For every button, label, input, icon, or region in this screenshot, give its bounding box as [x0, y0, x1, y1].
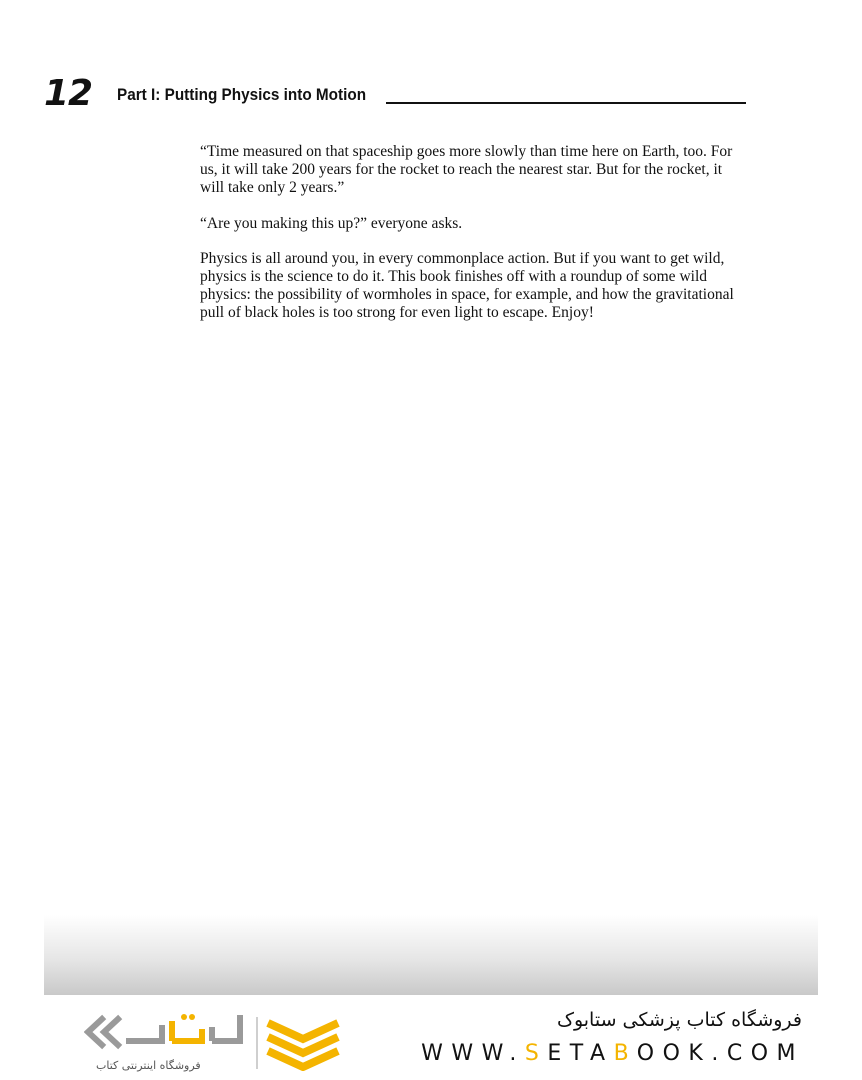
setabook-wordmark-logo — [84, 1011, 244, 1053]
header-rule — [386, 102, 746, 104]
book-chevron-logo-icon — [264, 1017, 342, 1071]
website-part: ETA — [547, 1041, 614, 1066]
store-name: فروشگاه کتاب پزشکی ستابوک — [556, 1009, 802, 1031]
paragraph: “Are you making this up?” everyone asks. — [200, 214, 463, 232]
footer-shade — [44, 915, 818, 995]
running-head: Part I: Putting Physics into Motion — [117, 85, 367, 104]
website-part-accent: S — [524, 1041, 548, 1066]
website-part-accent: B — [613, 1041, 637, 1066]
website-url — [421, 1041, 804, 1066]
website-part: OOK.COM — [636, 1041, 804, 1066]
logo-tagline: فروشگاه اینترنتی کتاب — [96, 1059, 201, 1072]
paragraph: “Time measured on that spaceship goes more slowly than time here on Earth, too. For us, it will take 200 years for the rocket to reach the nearest star. But for the rocket, it will take only 2 years.” — [200, 143, 733, 197]
website-part: WWW. — [421, 1041, 525, 1066]
page-number: 12 — [44, 73, 93, 114]
paragraph: Physics is all around you, in every commonplace action. But if you want to get wild, physics is the science to do it. This book finishes off with a roundup of some wild physics: the possibility of wormholes in space, for example, and how the gravitational pull of black holes is too strong for even light to escape. Enjoy! — [200, 249, 734, 322]
page-header — [44, 74, 746, 114]
logo-divider — [256, 1017, 258, 1069]
body-text — [200, 143, 748, 340]
publisher-footer — [0, 995, 862, 1080]
